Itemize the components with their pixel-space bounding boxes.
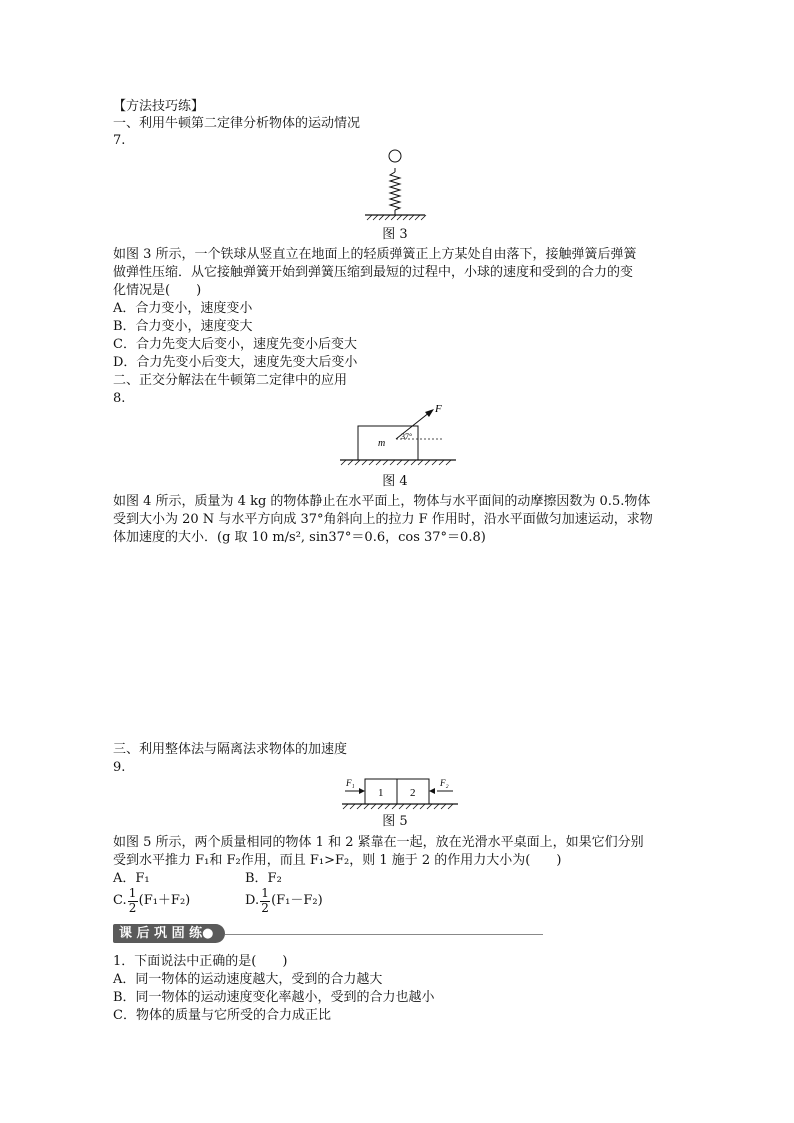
- f2-label: F₂: [440, 778, 449, 788]
- fraction-numerator: 1: [128, 885, 137, 900]
- question-8-number: 8.: [113, 391, 126, 406]
- question-9-number: 9.: [113, 760, 126, 775]
- question-7-option-d: D．合力先变小后变大，速度先变大后变小: [113, 355, 358, 370]
- part1-heading: 一、利用牛顿第二定律分析物体的运动情况: [113, 116, 361, 131]
- f2-arrow-head: [429, 788, 435, 794]
- question-7-number: 7.: [113, 133, 126, 148]
- question-8-stem-line-3: 体加速度的大小．(g 取 10 m/s², sin37°＝0.6，cos 37°＝0.8): [113, 530, 486, 545]
- question-9-option-d: [245, 886, 323, 916]
- figure-5-caption: 图 5: [382, 814, 408, 829]
- fraction-denominator: 2: [128, 900, 137, 915]
- section-title: 【方法技巧练】: [113, 99, 205, 114]
- question-9-option-b: B．F₂: [245, 871, 282, 886]
- block-1-label: 1: [378, 787, 384, 799]
- question-9-stem-line-2: 受到水平推力 F₁和 F₂作用，而且 F₁>F₂，则 1 施于 2 的作用力大小为( ): [113, 853, 562, 868]
- angle-label: 37°: [401, 432, 413, 441]
- fraction-numerator: 1: [261, 885, 269, 900]
- fraction-denominator: 2: [261, 900, 269, 915]
- fraction-one-half: [260, 887, 270, 915]
- question-7-option-c: C．合力先变大后变小，速度先变小后变大: [113, 337, 357, 352]
- after-class-badge: 课 后 巩 固 练●: [113, 924, 225, 943]
- figure-3-caption: 图 3: [382, 227, 408, 242]
- question-7-stem-line-2: 做弹性压缩．从它接触弹簧开始到弹簧压缩到最短的过程中，小球的速度和受到的合力的变: [113, 265, 634, 280]
- f1-arrow-head: [359, 788, 365, 794]
- question-8-stem-line-1: 如图 4 所示，质量为 4 kg 的物体静止在水平面上，物体与水平面间的动摩擦因数为 0.5.物体: [113, 494, 651, 509]
- figure-5-two-blocks: [340, 776, 460, 812]
- ground-hatching: [343, 804, 453, 809]
- question-7-option-a: A．合力变小，速度变小: [113, 301, 253, 316]
- part2-heading: 二、正交分解法在牛顿第二定律中的应用: [113, 373, 348, 388]
- question-7-stem-line-3: 化情况是( ): [113, 283, 202, 298]
- after-class-q1-option-c: C．物体的质量与它所受的合力成正比: [113, 1008, 331, 1023]
- figure-4-caption: 图 4: [382, 474, 408, 489]
- ground-hatching: [341, 460, 451, 465]
- fraction-one-half: [128, 887, 138, 915]
- figure-3-spring-ball: [360, 148, 430, 226]
- question-9-option-a: A．F₁: [113, 871, 150, 886]
- question-9-stem-line-1: 如图 5 所示，两个质量相同的物体 1 和 2 紧靠在一起，放在光滑水平桌面上，如果它们分别: [113, 835, 644, 850]
- question-8-stem-line-2: 受到大小为 20 N 与水平方向成 37°角斜向上的拉力 F 作用时，沿水平面做匀加速运动，求物: [113, 512, 653, 527]
- option-c-prefix: C.: [113, 893, 127, 908]
- part3-heading: 三、利用整体法与隔离法求物体的加速度: [113, 742, 348, 757]
- after-class-q1-option-b: B．同一物体的运动速度变化率越小，受到的合力也越小: [113, 990, 435, 1005]
- after-class-rule: [225, 934, 543, 935]
- force-label: F: [435, 403, 442, 415]
- spring-coil: [390, 172, 400, 210]
- question-9-option-c: [113, 886, 190, 916]
- after-class-q1-stem: 1．下面说法中正确的是( ): [113, 954, 288, 969]
- option-d-expression: (F₁－F₂): [271, 893, 323, 908]
- question-7-stem-line-1: 如图 3 所示，一个铁球从竖直立在地面上的轻质弹簧正上方某处自由落下，接触弹簧后弹簧: [113, 247, 637, 262]
- option-d-prefix: D.: [245, 893, 260, 908]
- mass-label: m: [378, 438, 386, 449]
- iron-ball: [389, 150, 401, 162]
- after-class-section-header: [113, 924, 433, 944]
- question-7-option-b: B．合力变小，速度变大: [113, 319, 253, 334]
- force-arrow-head: [425, 409, 434, 417]
- f1-label: F₁: [346, 778, 355, 788]
- block-2-label: 2: [410, 787, 416, 799]
- after-class-q1-option-a: A．同一物体的运动速度越大，受到的合力越大: [113, 972, 383, 987]
- ground-hatching: [367, 215, 426, 220]
- figure-4-block-pulled: [338, 400, 458, 470]
- option-c-expression: (F₁＋F₂): [138, 893, 191, 908]
